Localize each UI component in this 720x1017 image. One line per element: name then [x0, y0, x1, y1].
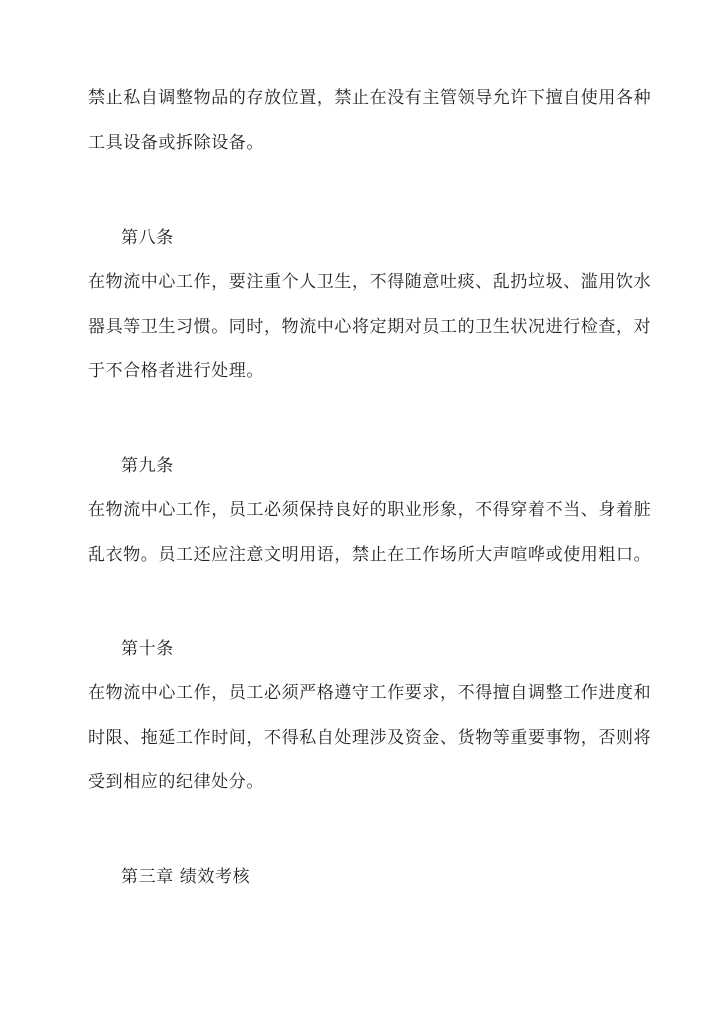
paragraph-line: 时限、拖延工作时间，不得私自处理涉及资金、货物等重要事物，否则将	[88, 728, 652, 748]
paragraph-line: 受到相应的纪律处分。	[88, 772, 264, 792]
chapter-heading: 第三章 绩效考核	[121, 867, 251, 887]
article-heading: 第十条	[121, 639, 174, 659]
article-heading: 第九条	[121, 456, 174, 476]
paragraph-line: 禁止私自调整物品的存放位置，禁止在没有主管领导允许下擅自使用各种	[88, 88, 652, 108]
paragraph-line: 工具设备或拆除设备。	[88, 133, 264, 153]
paragraph-line: 乱衣物。员工还应注意文明用语，禁止在工作场所大声喧哗或使用粗口。	[88, 545, 652, 565]
paragraph-line: 器具等卫生习惯。同时，物流中心将定期对员工的卫生状况进行检查，对	[88, 317, 652, 337]
paragraph-line: 在物流中心工作，要注重个人卫生，不得随意吐痰、乱扔垃圾、滥用饮水	[88, 272, 652, 292]
paragraph-line: 在物流中心工作，员工必须严格遵守工作要求，不得擅自调整工作进度和	[88, 683, 652, 703]
article-heading: 第八条	[121, 228, 174, 248]
paragraph-line: 在物流中心工作，员工必须保持良好的职业形象，不得穿着不当、身着脏	[88, 500, 652, 520]
paragraph-line: 于不合格者进行处理。	[88, 361, 264, 381]
